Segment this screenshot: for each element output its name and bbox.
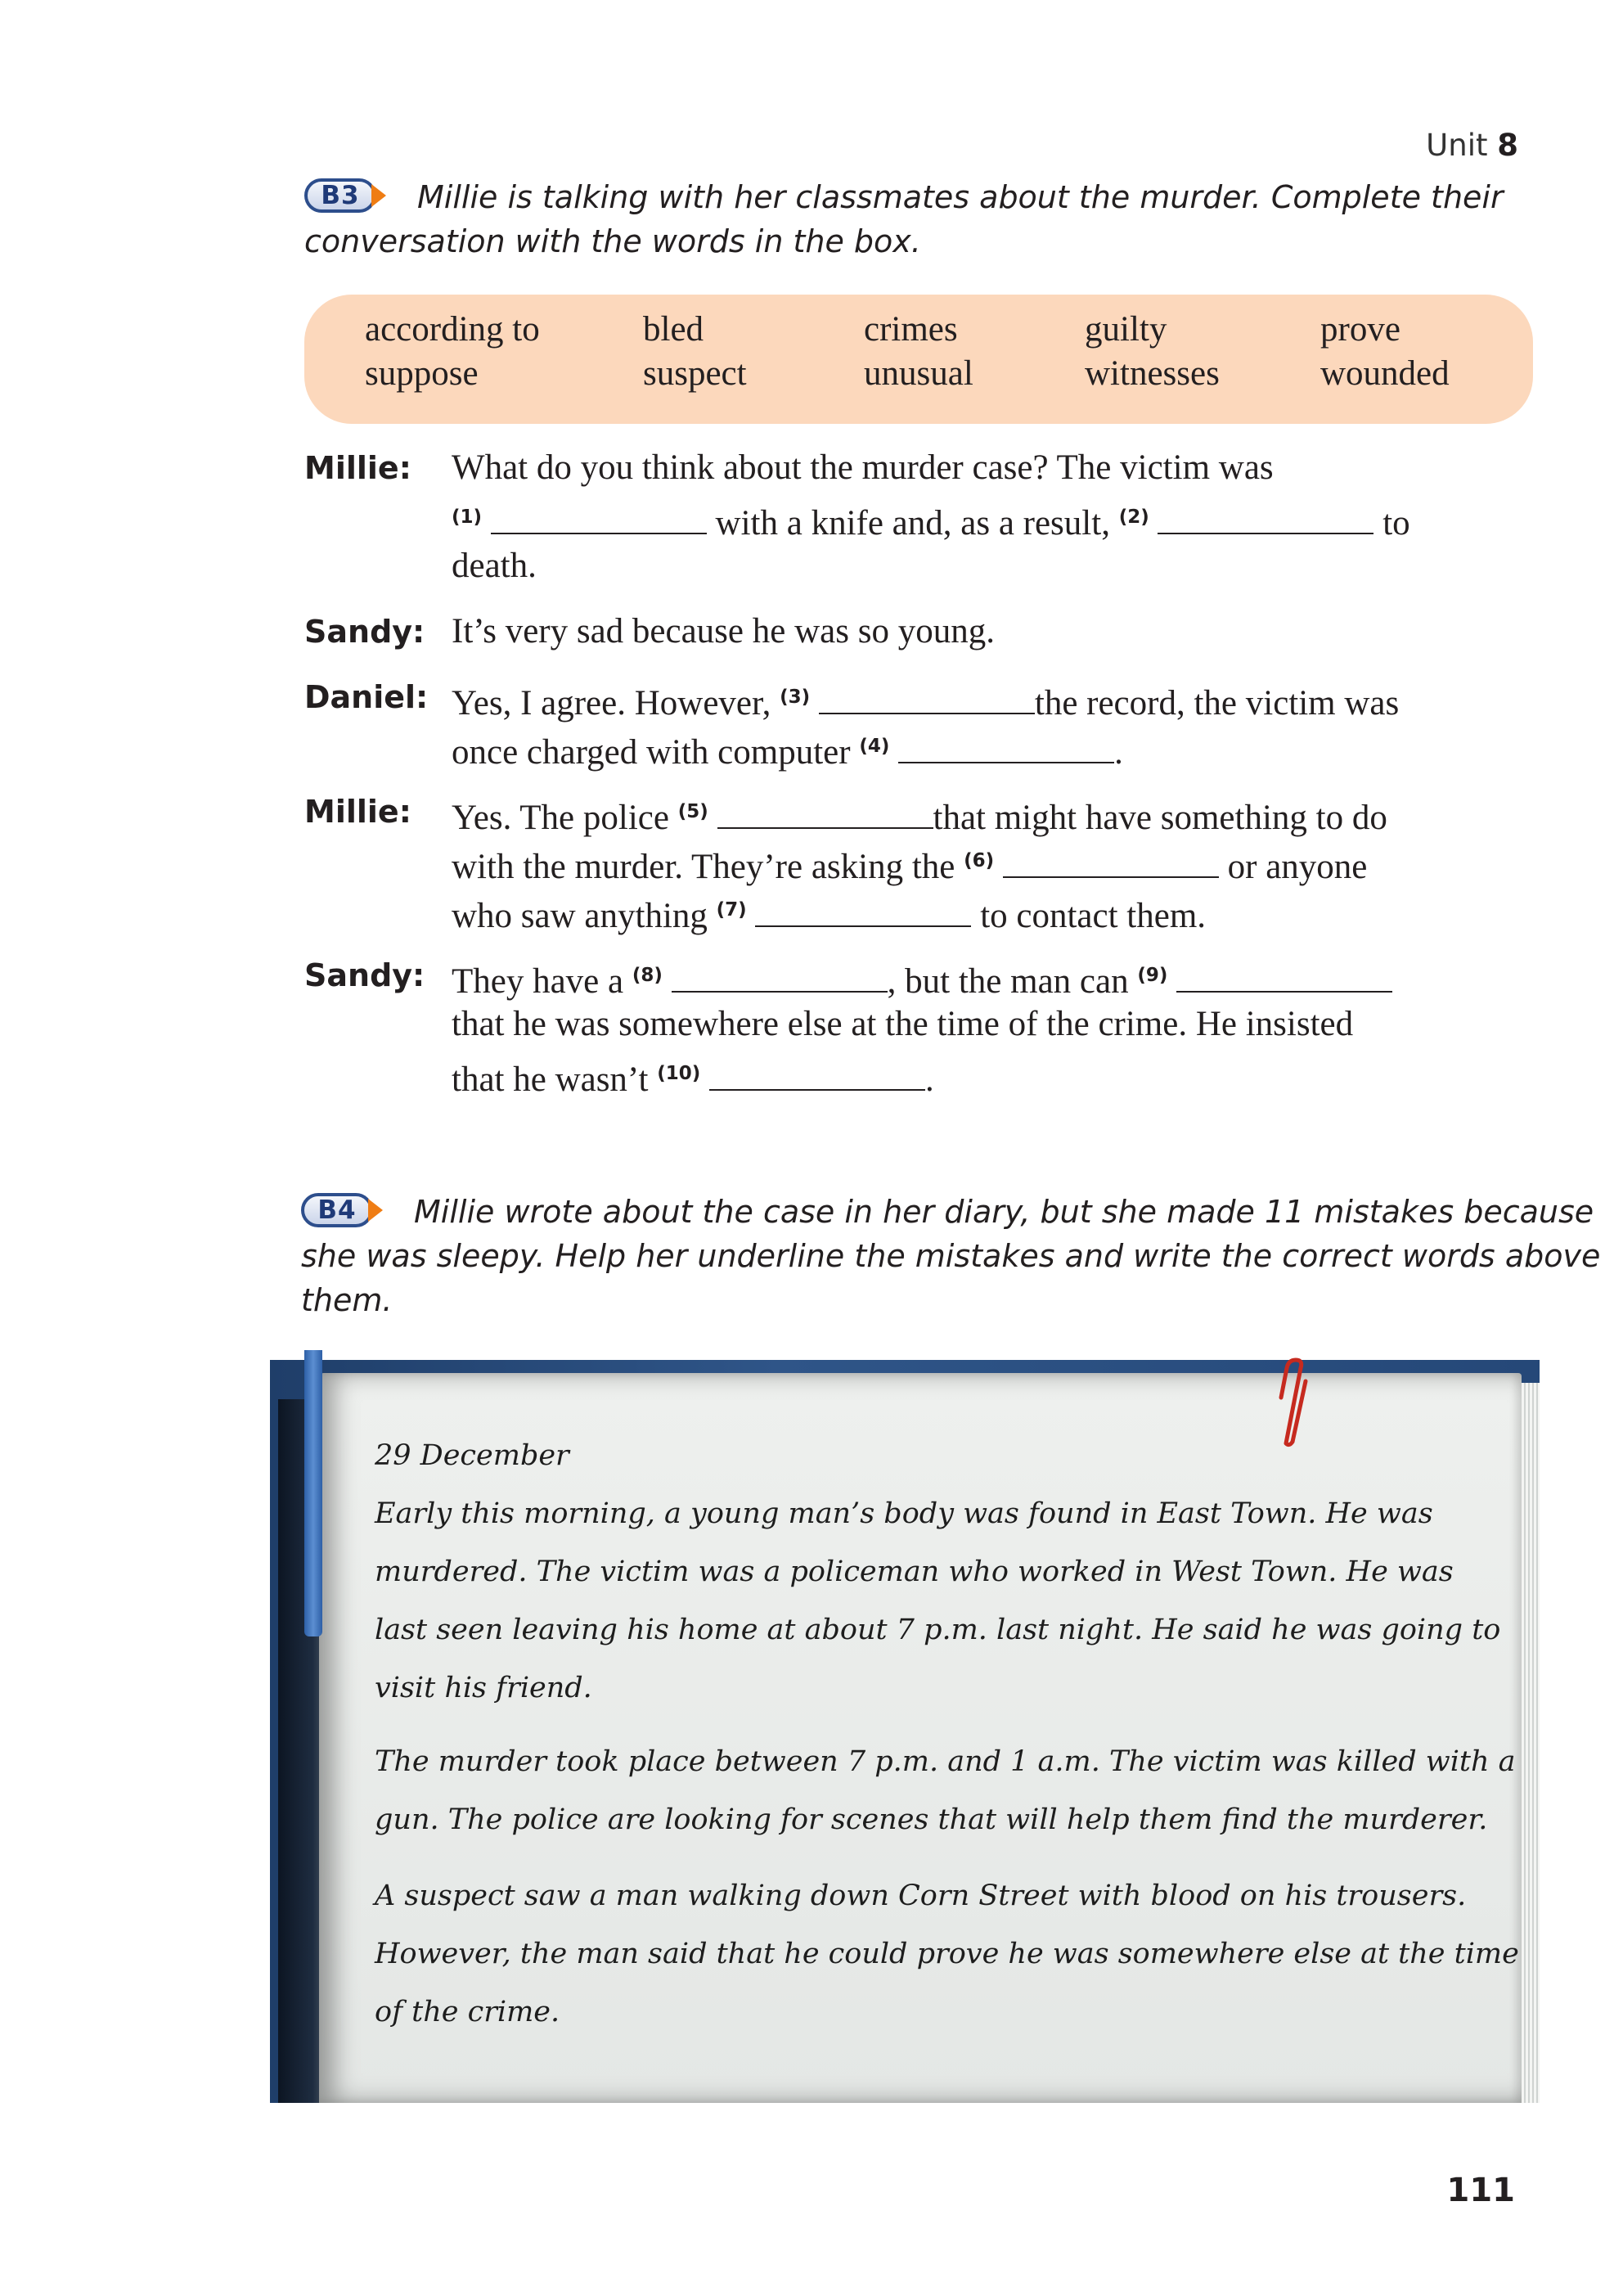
- diary-line: A suspect saw a man walking down Corn Street with blood on his trousers.: [375, 1880, 1467, 1912]
- dialogue-line: It’s very sad because he was so young.: [452, 612, 995, 651]
- page-edge: [1522, 1383, 1540, 2103]
- b3-instruction-line1: Millie is talking with her classmates about the murder. Complete their: [417, 179, 1504, 215]
- diary-line: However, the man said that he could prove he was somewhere else at the time: [375, 1938, 1519, 1970]
- answer-blank[interactable]: [1158, 502, 1373, 534]
- diary-line: Early this morning, a young man’s body was found in East Town. He was: [375, 1497, 1433, 1530]
- answer-blank[interactable]: [819, 682, 1035, 714]
- word-box-item: suspect: [643, 354, 747, 393]
- blank-number: (3): [780, 687, 811, 708]
- answer-blank[interactable]: [717, 796, 933, 829]
- speaker-sandy: Sandy:: [304, 614, 425, 650]
- diary-line: visit his friend.: [375, 1672, 592, 1704]
- dialogue-line: They have a $^{(8)}$ , but the man can $^{(9)}$: [452, 951, 1392, 1006]
- answer-blank[interactable]: [755, 894, 971, 927]
- blank-number: (9): [1137, 965, 1168, 986]
- word-box-item: bled: [643, 310, 704, 349]
- blank-number: (5): [677, 801, 708, 822]
- word-box-item: unusual: [864, 354, 973, 393]
- dialogue-line: Yes, I agree. However, $^{(3)}$ the record, the victim was: [452, 673, 1399, 728]
- word-box-item: according to: [365, 310, 540, 349]
- dialogue-line: What do you think about the murder case? The victim was: [452, 448, 1274, 487]
- paperclip-icon: [1278, 1357, 1311, 1448]
- dialogue-line: that he was somewhere else at the time of the crime. He insisted: [452, 1005, 1354, 1043]
- blank-number: (7): [716, 899, 747, 921]
- word-box-item: wounded: [1320, 354, 1450, 393]
- diary-date: 29 December: [375, 1439, 569, 1472]
- diary-line: murdered. The victim was a policeman who worked in West Town. He was: [375, 1555, 1454, 1588]
- dialogue-line: who saw anything $^{(7)}$ to contact them.: [452, 885, 1206, 941]
- blank-number: (6): [964, 850, 995, 871]
- answer-blank[interactable]: [1003, 845, 1219, 878]
- answer-blank[interactable]: [709, 1058, 925, 1091]
- badge-label: B4: [301, 1193, 373, 1227]
- diary-line: of the crime.: [375, 1996, 560, 2028]
- unit-label: Unit 8: [1426, 128, 1518, 163]
- b4-instruction: Millie wrote about the case in her diary, but she made 11 mistakes because she was sleepy. Help her underline the mistakes and write the correct words above them.: [301, 1194, 1601, 1318]
- dialogue-line: once charged with computer $^{(4)}$ .: [452, 722, 1123, 777]
- word-box-item: guilty: [1085, 310, 1167, 349]
- b3-instruction: [304, 175, 1504, 263]
- speaker-millie: Millie:: [304, 450, 411, 486]
- page-number: 111: [1446, 2172, 1515, 2209]
- diary-line: The murder took place between 7 p.m. and 1 a.m. The victim was killed with a: [375, 1745, 1516, 1778]
- blank-number: (8): [632, 965, 663, 986]
- speaker-millie: Millie:: [304, 794, 411, 830]
- word-box-item: crimes: [864, 310, 958, 349]
- answer-blank[interactable]: [1176, 960, 1392, 993]
- blank-number: (1): [452, 506, 483, 528]
- bookmark-ribbon-icon: [304, 1350, 322, 1636]
- word-box-item: prove: [1320, 310, 1400, 349]
- word-box-item: suppose: [365, 354, 479, 393]
- dialogue-line: $^{(1)}$ with a knife and, as a result, $^{(2)}$ to: [452, 493, 1410, 548]
- dialogue-line: with the murder. They’re asking the $^{(6)}$ or anyone: [452, 836, 1367, 892]
- speaker-daniel: Daniel:: [304, 679, 429, 715]
- word-box-item: witnesses: [1085, 354, 1220, 393]
- dialogue-line: Yes. The police $^{(5)}$ that might have something to do: [452, 787, 1387, 843]
- answer-blank[interactable]: [898, 731, 1114, 763]
- diary-line: gun. The police are looking for scenes that will help them find the murderer.: [375, 1803, 1488, 1836]
- answer-blank[interactable]: [491, 502, 707, 534]
- blank-number: (10): [657, 1063, 701, 1084]
- answer-blank[interactable]: [672, 960, 888, 993]
- speaker-sandy: Sandy:: [304, 957, 425, 993]
- dialogue-line: that he wasn’t $^{(10)}$ .: [452, 1049, 934, 1105]
- b3-instruction-line2: conversation with the words in the box.: [304, 223, 921, 259]
- diary-line: last seen leaving his home at about 7 p.m. last night. He said he was going to: [375, 1614, 1501, 1646]
- badge-label: B3: [304, 178, 376, 213]
- word-box: [304, 295, 1533, 424]
- blank-number: (2): [1118, 506, 1149, 528]
- blank-number: (4): [859, 736, 890, 757]
- dialogue-line: death.: [452, 547, 537, 585]
